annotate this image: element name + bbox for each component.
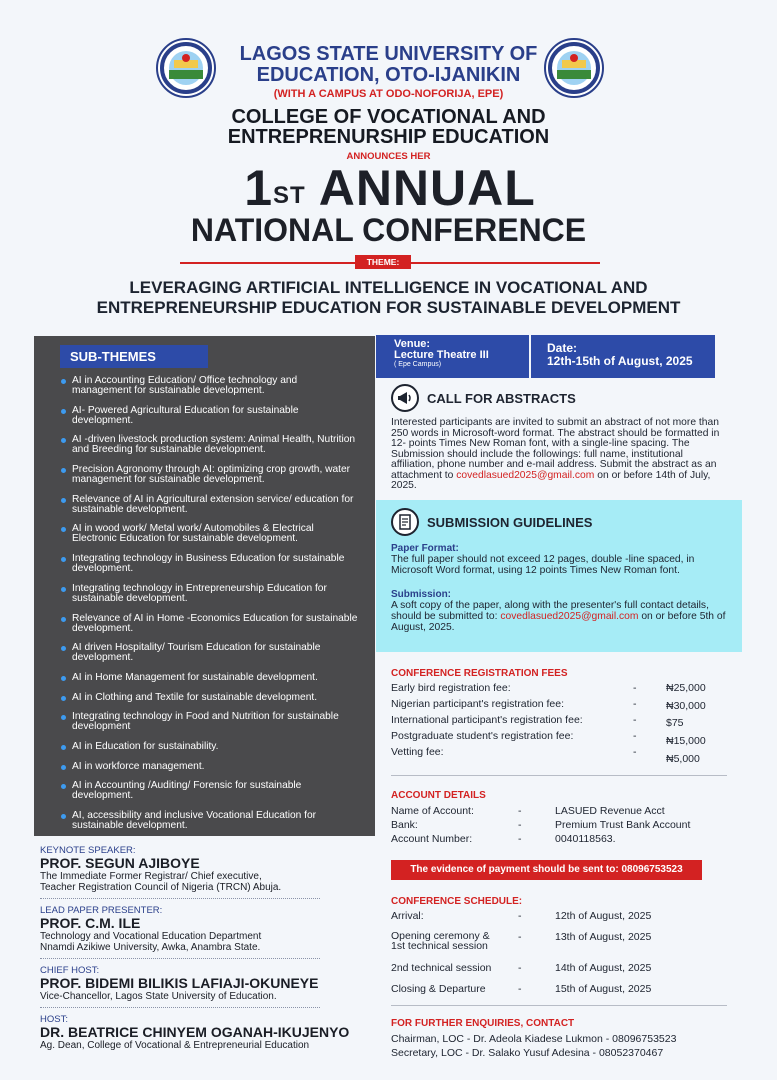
subtheme-item: AI in Accounting /Auditing/ Forensic for sustainable development. <box>58 781 358 801</box>
subtheme-item: AI -driven livestock production system: Animal Health, Nutrition and Breeding for sustainable development. <box>58 435 358 455</box>
fee-amount: ₦15,000 <box>666 735 706 747</box>
subtheme-item: Precision Agronomy through AI: optimizing crop growth, water management for sustainable development. <box>58 465 358 485</box>
lead-role: LEAD PAPER PRESENTER: <box>40 905 163 916</box>
title-word: ANNUAL <box>318 160 536 216</box>
people-section <box>40 845 375 1051</box>
account-value: Premium Trust Bank Account <box>555 819 691 831</box>
subtheme-item: AI in Home Management for sustainable development. <box>58 673 358 683</box>
schedule-label: 2nd technical session <box>391 962 492 974</box>
subtheme-item: AI, accessibility and inclusive Vocational Education for sustainable development. <box>58 811 358 831</box>
keynote-role: KEYNOTE SPEAKER: <box>40 845 136 856</box>
schedule-date: 14th of August, 2025 <box>555 962 652 974</box>
subtheme-item: Relevance of AI in Home -Economics Education for sustainable development. <box>58 614 358 634</box>
divider <box>391 775 727 776</box>
fee-label: Postgraduate student's registration fee: <box>391 730 574 742</box>
schedule-dash: - <box>518 983 522 995</box>
subthemes-title: SUB-THEMES <box>60 345 208 368</box>
theme-line1: LEVERAGING ARTIFICIAL INTELLIGENCE IN VOCATIONAL AND <box>129 278 648 297</box>
venue-campus: ( Epe Campus) <box>394 361 442 368</box>
host-desc: Ag. Dean, College of Vocational & Entrepreneurial Education <box>40 1040 310 1051</box>
call-for-abstracts-body <box>391 418 727 492</box>
schedule-date: 13th of August, 2025 <box>555 931 652 943</box>
abstract-email: covedlasued2025@gmail.com <box>456 469 595 481</box>
schedule-dash: - <box>518 931 522 943</box>
ordinal-number: 1 <box>244 160 273 216</box>
submission-instructions: A soft copy of the paper, along with the presenter's full contact details, should be submitted to: <box>391 600 709 622</box>
fee-amount: ₦30,000 <box>666 700 706 712</box>
date-label: Date: <box>547 341 578 355</box>
submission-guidelines-title: SUBMISSION GUIDELINES <box>427 515 593 530</box>
payment-evidence-banner: The evidence of payment should be sent to: 08096753523 <box>391 860 702 880</box>
lead-name: PROF. C.M. ILE <box>40 915 141 931</box>
schedule-label: Arrival: <box>391 910 424 922</box>
subtheme-item: AI in wood work/ Metal work/ Automobiles & Electrical Electronic Education for sustainable development. <box>58 524 358 544</box>
fee-label: Early bird registration fee: <box>391 682 511 694</box>
fee-dash: - <box>633 698 637 710</box>
schedule-label <box>391 931 490 951</box>
keynote-name: PROF. SEGUN AJIBOYE <box>40 855 200 871</box>
keynote-desc-line1: The Immediate Former Registrar/ Chief executive, <box>40 871 262 882</box>
paper-format-label: Paper Format: <box>391 543 459 554</box>
account-title: ACCOUNT DETAILS <box>391 790 486 801</box>
venue-place: Lecture Theatre III <box>394 349 489 361</box>
date-value: 12th-15th of August, 2025 <box>547 354 693 368</box>
subtheme-item: Relevance of AI in Agricultural extension service/ education for sustainable development. <box>58 495 358 515</box>
document-icon <box>391 508 419 536</box>
fee-dash: - <box>633 730 637 742</box>
divider <box>391 1005 727 1006</box>
schedule-date: 12th of August, 2025 <box>555 910 652 922</box>
enquiry-contact: Chairman, LOC - Dr. Adeola Kiadese Lukmon - 08096753523 <box>391 1033 677 1045</box>
account-dash: - <box>518 819 522 831</box>
schedule-date: 15th of August, 2025 <box>555 983 652 995</box>
schedule-label-line2: 1st technical session <box>391 940 488 952</box>
abstract-deadline: on or before 14th of July, 2025. <box>391 469 711 491</box>
theme-badge: THEME: <box>355 255 411 269</box>
college-name <box>150 107 627 147</box>
account-dash: - <box>518 833 522 845</box>
fees-title: CONFERENCE REGISTRATION FEES <box>391 668 568 679</box>
enquiries-title: FOR FURTHER ENQUIRIES, CONTACT <box>391 1018 575 1029</box>
enquiry-contact: Secretary, LOC - Dr. Salako Yusuf Adesina - 08052370467 <box>391 1047 664 1059</box>
venue-label: Venue: <box>394 338 431 350</box>
abstract-text: Interested participants are invited to submit an abstract of not more than 250 words in Microsoft-word format. The abstract should be formatted in 12- points Times New Roman font, with a single-line spacing. The Submission should include the followings: full name, institutional affiliation, phone number and e-mail address. Submit the abstract as an attachment to <box>391 417 720 481</box>
fee-label: International participant's registration fee: <box>391 714 583 726</box>
schedule-dash: - <box>518 962 522 974</box>
chief-host-desc: Vice-Chancellor, Lagos State University of Education. <box>40 991 277 1002</box>
subtheme-item: AI in Clothing and Textile for sustainable development. <box>58 693 358 703</box>
host-role: HOST: <box>40 1014 68 1025</box>
college-name-line1: COLLEGE OF VOCATIONAL AND <box>231 106 546 128</box>
account-value: LASUED Revenue Acct <box>555 805 665 817</box>
host-name: DR. BEATRICE CHINYEM OGANAH-IKUJENYO <box>40 1024 350 1040</box>
schedule-dash: - <box>518 910 522 922</box>
submission-label: Submission: <box>391 589 452 600</box>
schedule-label-line1: Opening ceremony & <box>391 930 490 942</box>
conference-title-line2: NATIONAL CONFERENCE <box>190 212 587 248</box>
college-name-line2: ENTREPRENURSHIP EDUCATION <box>227 126 550 148</box>
fee-amount: ₦25,000 <box>666 682 706 694</box>
submission-email: covedlasued2025@gmail.com <box>500 611 639 622</box>
subtheme-item: AI in workforce management. <box>58 762 358 772</box>
venue-box <box>376 335 529 378</box>
keynote-desc-line2: Teacher Registration Council of Nigeria (TRCN) Abuja. <box>40 882 282 893</box>
subtheme-item: Integrating technology in Business Education for sustainable development. <box>58 554 358 574</box>
chief-host-name: PROF. BIDEMI BILIKIS LAFIAJI-OKUNEYE <box>40 975 319 991</box>
submission-guidelines-body <box>391 543 731 633</box>
call-for-abstracts-title: CALL FOR ABSTRACTS <box>427 391 576 406</box>
university-name <box>200 44 577 86</box>
announces-text: ANNOUNCES HER <box>346 151 431 162</box>
fee-label: Nigerian participant's registration fee: <box>391 698 565 710</box>
submission-text <box>391 600 731 633</box>
fee-dash: - <box>633 714 637 726</box>
divider <box>40 958 320 959</box>
date-box <box>531 335 715 378</box>
fee-amount: ₦5,000 <box>666 753 700 765</box>
theme-line2: ENTREPRENEURSHIP EDUCATION FOR SUSTAINABLE DEVELOPMENT <box>96 298 681 317</box>
account-label: Bank: <box>391 819 418 831</box>
subthemes-list <box>58 376 358 841</box>
fee-amount: $75 <box>666 717 684 729</box>
paper-format-text: The full paper should not exceed 12 pages, double -line spaced, in Microsoft Word format, using 12 points Times New Roman font. <box>391 554 695 576</box>
submission-deadline: on or before 5th of August, 2025. <box>391 611 726 633</box>
megaphone-icon <box>391 384 419 412</box>
subtheme-item: AI driven Hospitality/ Tourism Education for sustainable development. <box>58 643 358 663</box>
fee-dash: - <box>633 682 637 694</box>
university-name-line2: EDUCATION, OTO-IJANIKIN <box>256 64 521 86</box>
subtheme-item: Integrating technology in Food and Nutrition for sustainable development <box>58 712 358 732</box>
subtheme-item: AI in Accounting Education/ Office technology and management for sustainable development. <box>58 376 358 396</box>
divider <box>40 1007 320 1008</box>
fee-label: Vetting fee: <box>391 746 444 758</box>
chief-host-role: CHIEF HOST: <box>40 965 100 976</box>
schedule-title: CONFERENCE SCHEDULE: <box>391 896 523 907</box>
ordinal-suffix: ST <box>273 182 306 209</box>
divider <box>40 898 320 899</box>
account-dash: - <box>518 805 522 817</box>
account-value: 0040118563. <box>555 833 616 845</box>
lead-desc-line2: Nnamdi Azikiwe University, Awka, Anambra State. <box>40 942 261 953</box>
account-label: Name of Account: <box>391 805 474 817</box>
theme-text <box>40 278 737 318</box>
university-name-line1: LAGOS STATE UNIVERSITY OF <box>239 43 538 65</box>
conference-title-line1 <box>190 160 590 216</box>
subtheme-item: AI in Education for sustainability. <box>58 742 358 752</box>
subtheme-item: Integrating technology in Entrepreneurship Education for sustainable development. <box>58 584 358 604</box>
schedule-label: Closing & Departure <box>391 983 486 995</box>
account-label: Account Number: <box>391 833 473 845</box>
fee-dash: - <box>633 746 637 758</box>
lead-desc-line1: Technology and Vocational Education Department <box>40 931 262 942</box>
campus-note: (WITH A CAMPUS AT ODO-NOFORIJA, EPE) <box>273 88 504 100</box>
subtheme-item: AI- Powered Agricultural Education for sustainable development. <box>58 406 358 426</box>
